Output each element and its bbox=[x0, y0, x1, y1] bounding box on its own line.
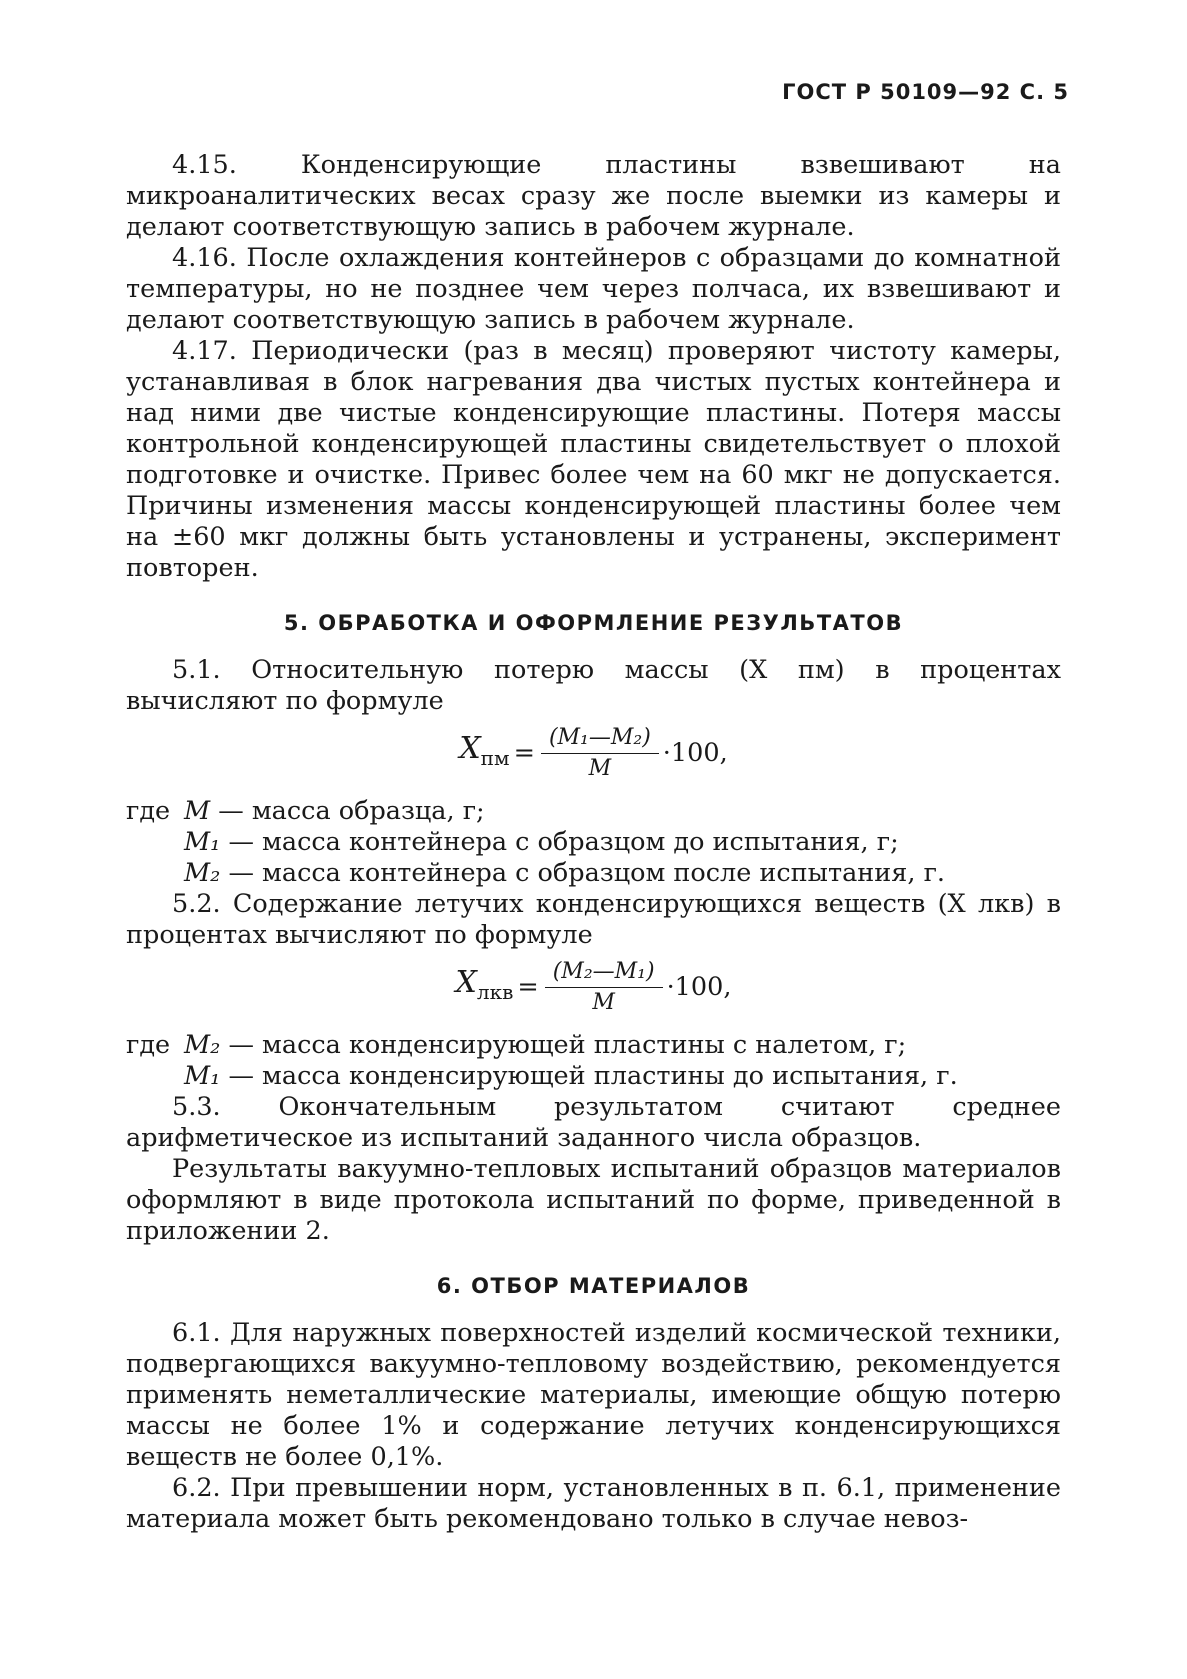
formula1-numerator: (M₁—M₂) bbox=[541, 725, 659, 754]
formula1-denominator: M bbox=[588, 756, 612, 781]
legend-row: M₁ — масса конденсирующей пластины до испытания, г. bbox=[184, 1061, 958, 1091]
paragraph-4-17: 4.17. Периодически (раз в месяц) проверяют чистоту камеры, устанавливая в блок нагревания два чистых пустых контейнера и над ними две чистые конденсирующие пластины. Потеря массы контрольной конденсирующей пластины свидетельствует о плохой подготовке и очистке. Привес более чем на 60 мкг не допускается. Причины изменения массы конденсирующей пластины более чем на ±60 мкг должны быть установлены и устранены, эксперимент повторен. bbox=[126, 336, 1061, 583]
formula2-equals: = bbox=[517, 972, 539, 1002]
formula1-equals: = bbox=[513, 738, 535, 768]
document-body bbox=[126, 150, 1061, 1535]
paragraph-6-2: 6.2. При превышении норм, установленных в п. 6.1, применение материала может быть рекомендовано только в случае невоз- bbox=[126, 1473, 1061, 1534]
paragraph-5-3: 5.3. Окончательным результатом считают среднее арифметическое из испытаний заданного числа образцов. bbox=[126, 1092, 1061, 1153]
paragraph-5-1: 5.1. Относительную потерю массы (X пм) в процентах вычисляют по формуле bbox=[126, 655, 1061, 716]
formula-mass-loss bbox=[126, 725, 1061, 782]
formula2-fraction bbox=[545, 959, 663, 1016]
formula2-denominator: M bbox=[592, 990, 615, 1015]
formula1-multiplier: ·100, bbox=[662, 738, 728, 768]
formula-volatile-content bbox=[126, 959, 1061, 1016]
paragraph-5-2: 5.2. Содержание летучих конденсирующихся веществ (X лкв) в процентах вычисляют по формуле bbox=[126, 889, 1061, 950]
formula2-lhs: $X_{лкв}$ bbox=[455, 965, 514, 1004]
section-5-title: 5. ОБРАБОТКА И ОФОРМЛЕНИЕ РЕЗУЛЬТАТОВ bbox=[283, 611, 904, 635]
paragraph-4-15: 4.15. Конденсирующие пластины взвешивают на микроаналитических весах сразу же после выемки из камеры и делают соответствующую запись в рабочем журнале. bbox=[126, 150, 1061, 242]
formula1-lhs: $X_{пм}$ bbox=[459, 731, 510, 770]
paragraph-results: Результаты вакуумно-тепловых испытаний образцов материалов оформляют в виде протокола испытаний по форме, приведенной в приложении 2. bbox=[126, 1154, 1061, 1246]
paragraph-6-1: 6.1. Для наружных поверхностей изделий космической техники, подвергающихся вакуумно-тепловому воздействию, рекомендуется применять неметаллические материалы, имеющие общую потерю массы не более 1% и содержание летучих конденсирующихся веществ не более 0,1%. bbox=[126, 1318, 1061, 1472]
formula1-lhs-subscript: пм bbox=[480, 746, 510, 770]
formula1-fraction bbox=[541, 725, 659, 782]
formula1-legend bbox=[126, 796, 1061, 889]
legend-row: M₂ — масса контейнера с образцом после испытания, г. bbox=[184, 858, 946, 888]
paragraph-4-16: 4.16. После охлаждения контейнеров с образцами до комнатной температуры, но не позднее чем через полчаса, их взвешивают и делают соответствующую запись в рабочем журнале. bbox=[126, 243, 1061, 335]
formula2-lhs-subscript: лкв bbox=[476, 980, 514, 1004]
legend-row: M₁ — масса контейнера с образцом до испытания, г; bbox=[184, 827, 899, 857]
legend-row: где M — масса образца, г; bbox=[126, 796, 485, 826]
formula2-multiplier: ·100, bbox=[666, 972, 732, 1002]
page-header: ГОСТ Р 50109—92 С. 5 bbox=[782, 80, 1069, 104]
legend-row: где M₂ — масса конденсирующей пластины с налетом, г; bbox=[126, 1030, 907, 1060]
formula2-legend bbox=[126, 1030, 1061, 1092]
formula2-numerator: (M₂—M₁) bbox=[545, 959, 663, 988]
section-6-title: 6. ОТБОР МАТЕРИАЛОВ bbox=[436, 1274, 751, 1298]
